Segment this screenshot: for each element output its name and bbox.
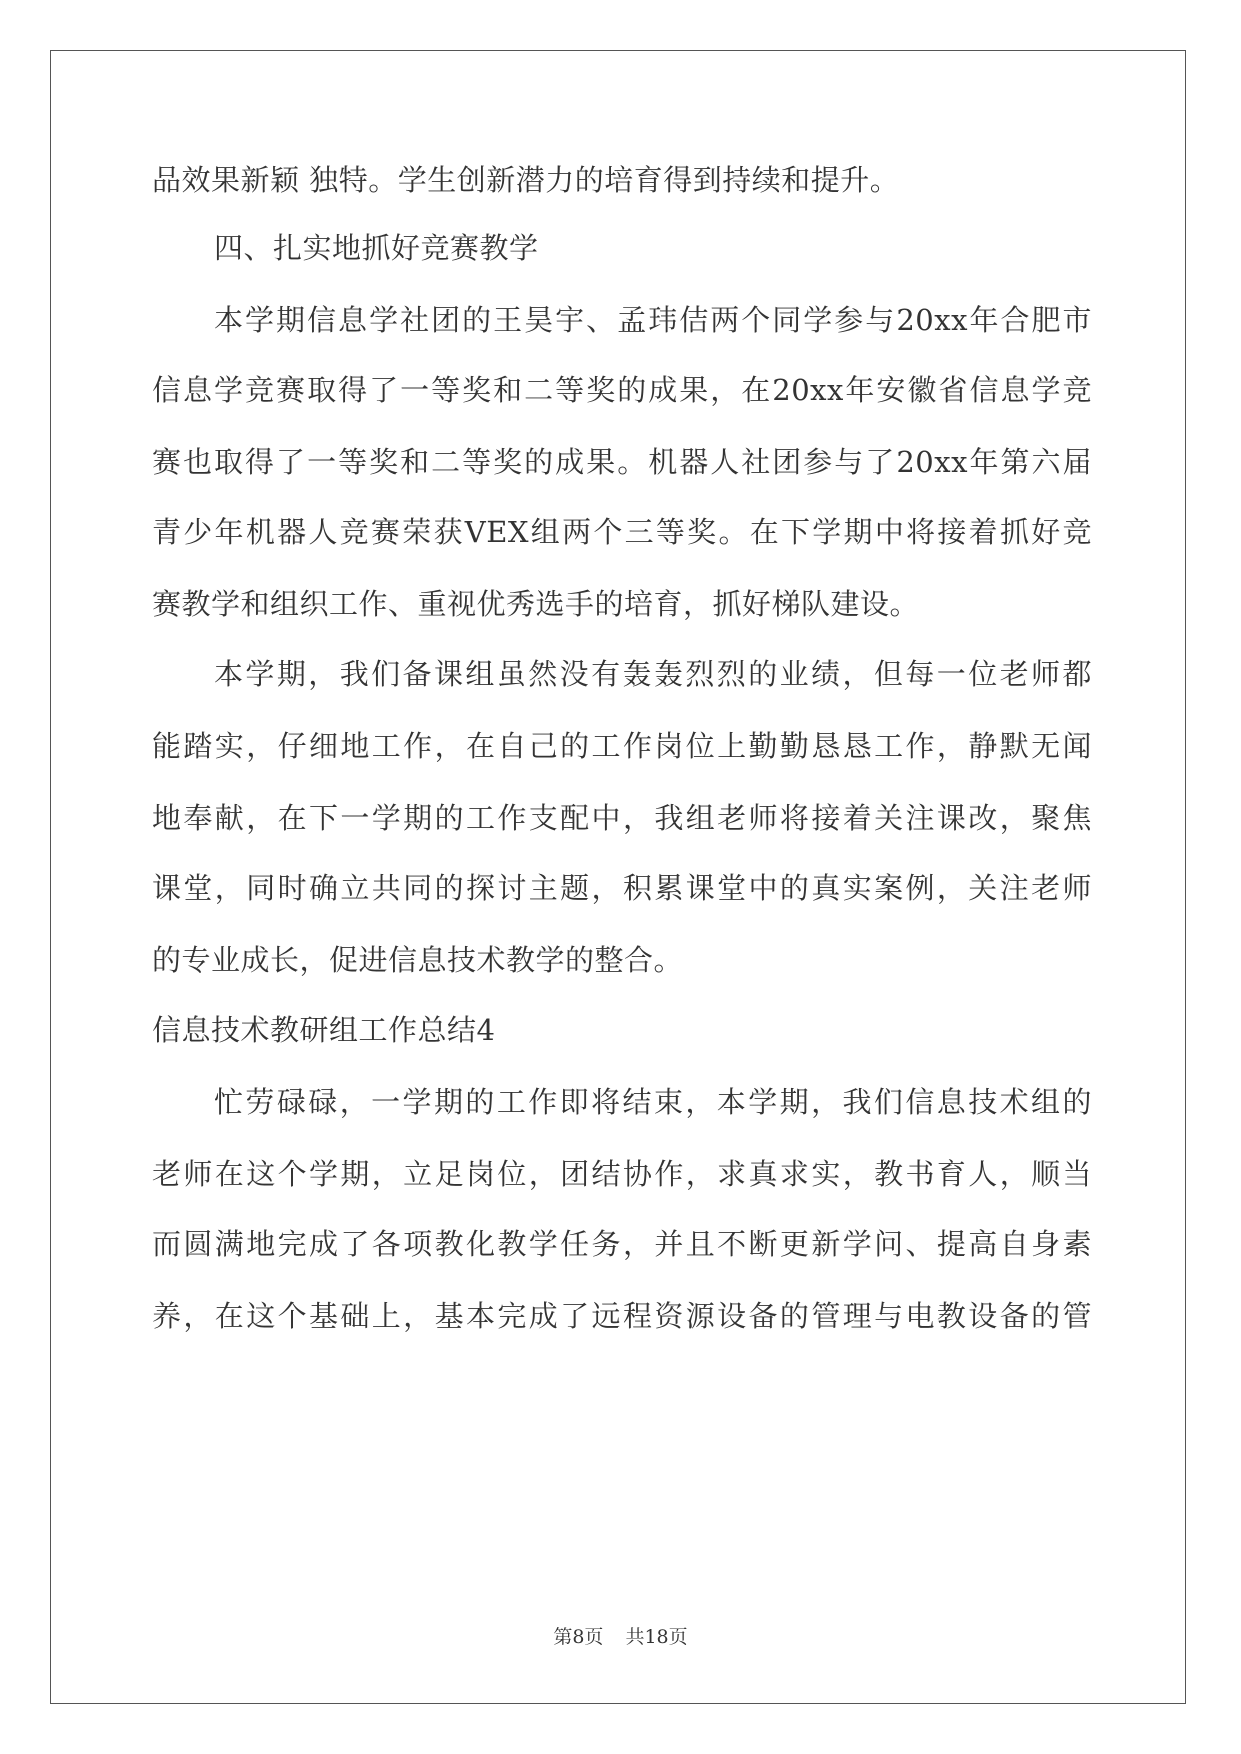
paragraph-line: 青少年机器人竞赛荣获VEX组两个三等奖。在下学期中将接着抓好竞 bbox=[152, 515, 1092, 549]
paragraph-line: 能踏实，仔细地工作，在自己的工作岗位上勤勤恳恳工作，静默无闻 bbox=[152, 729, 1092, 763]
paragraph-line: 本学期信息学社团的王昊宇、孟玮佶两个同学参与20xx年合肥市 bbox=[214, 303, 1092, 337]
paragraph-line: 赛也取得了一等奖和二等奖的成果。机器人社团参与了20xx年第六届 bbox=[152, 445, 1092, 479]
page-footer bbox=[0, 1625, 1241, 1649]
paragraph-line: 老师在这个学期，立足岗位，团结协作，求真求实，教书育人，顺当 bbox=[152, 1157, 1092, 1191]
article-title: 信息技术教研组工作总结4 bbox=[152, 1013, 496, 1047]
paragraph-line: 的专业成长，促进信息技术教学的整合。 bbox=[152, 943, 684, 977]
paragraph-line: 而圆满地完成了各项教化教学任务，并且不断更新学问、提高自身素 bbox=[152, 1227, 1092, 1261]
paragraph-line: 本学期，我们备课组虽然没有轰轰烈烈的业绩，但每一位老师都 bbox=[214, 657, 1092, 691]
paragraph-line: 忙劳碌碌，一学期的工作即将结束，本学期，我们信息技术组的 bbox=[214, 1085, 1092, 1119]
paragraph-line: 品效果新颖 独特。学生创新潜力的培育得到持续和提升。 bbox=[152, 163, 900, 197]
paragraph-line: 养，在这个基础上，基本完成了远程资源设备的管理与电教设备的管 bbox=[152, 1299, 1092, 1333]
page-number: 第8页 bbox=[553, 1626, 604, 1648]
paragraph-line: 地奉献，在下一学期的工作支配中，我组老师将接着关注课改，聚焦 bbox=[152, 801, 1092, 835]
paragraph-line: 赛教学和组织工作、重视优秀选手的培育，抓好梯队建设。 bbox=[152, 587, 920, 621]
paragraph-line: 课堂，同时确立共同的探讨主题，积累课堂中的真实案例，关注老师 bbox=[152, 871, 1092, 905]
paragraph-line: 信息学竞赛取得了一等奖和二等奖的成果，在20xx年安徽省信息学竞 bbox=[152, 373, 1092, 407]
section-heading: 四、扎实地抓好竞赛教学 bbox=[214, 231, 539, 265]
page-total: 共18页 bbox=[625, 1626, 688, 1648]
